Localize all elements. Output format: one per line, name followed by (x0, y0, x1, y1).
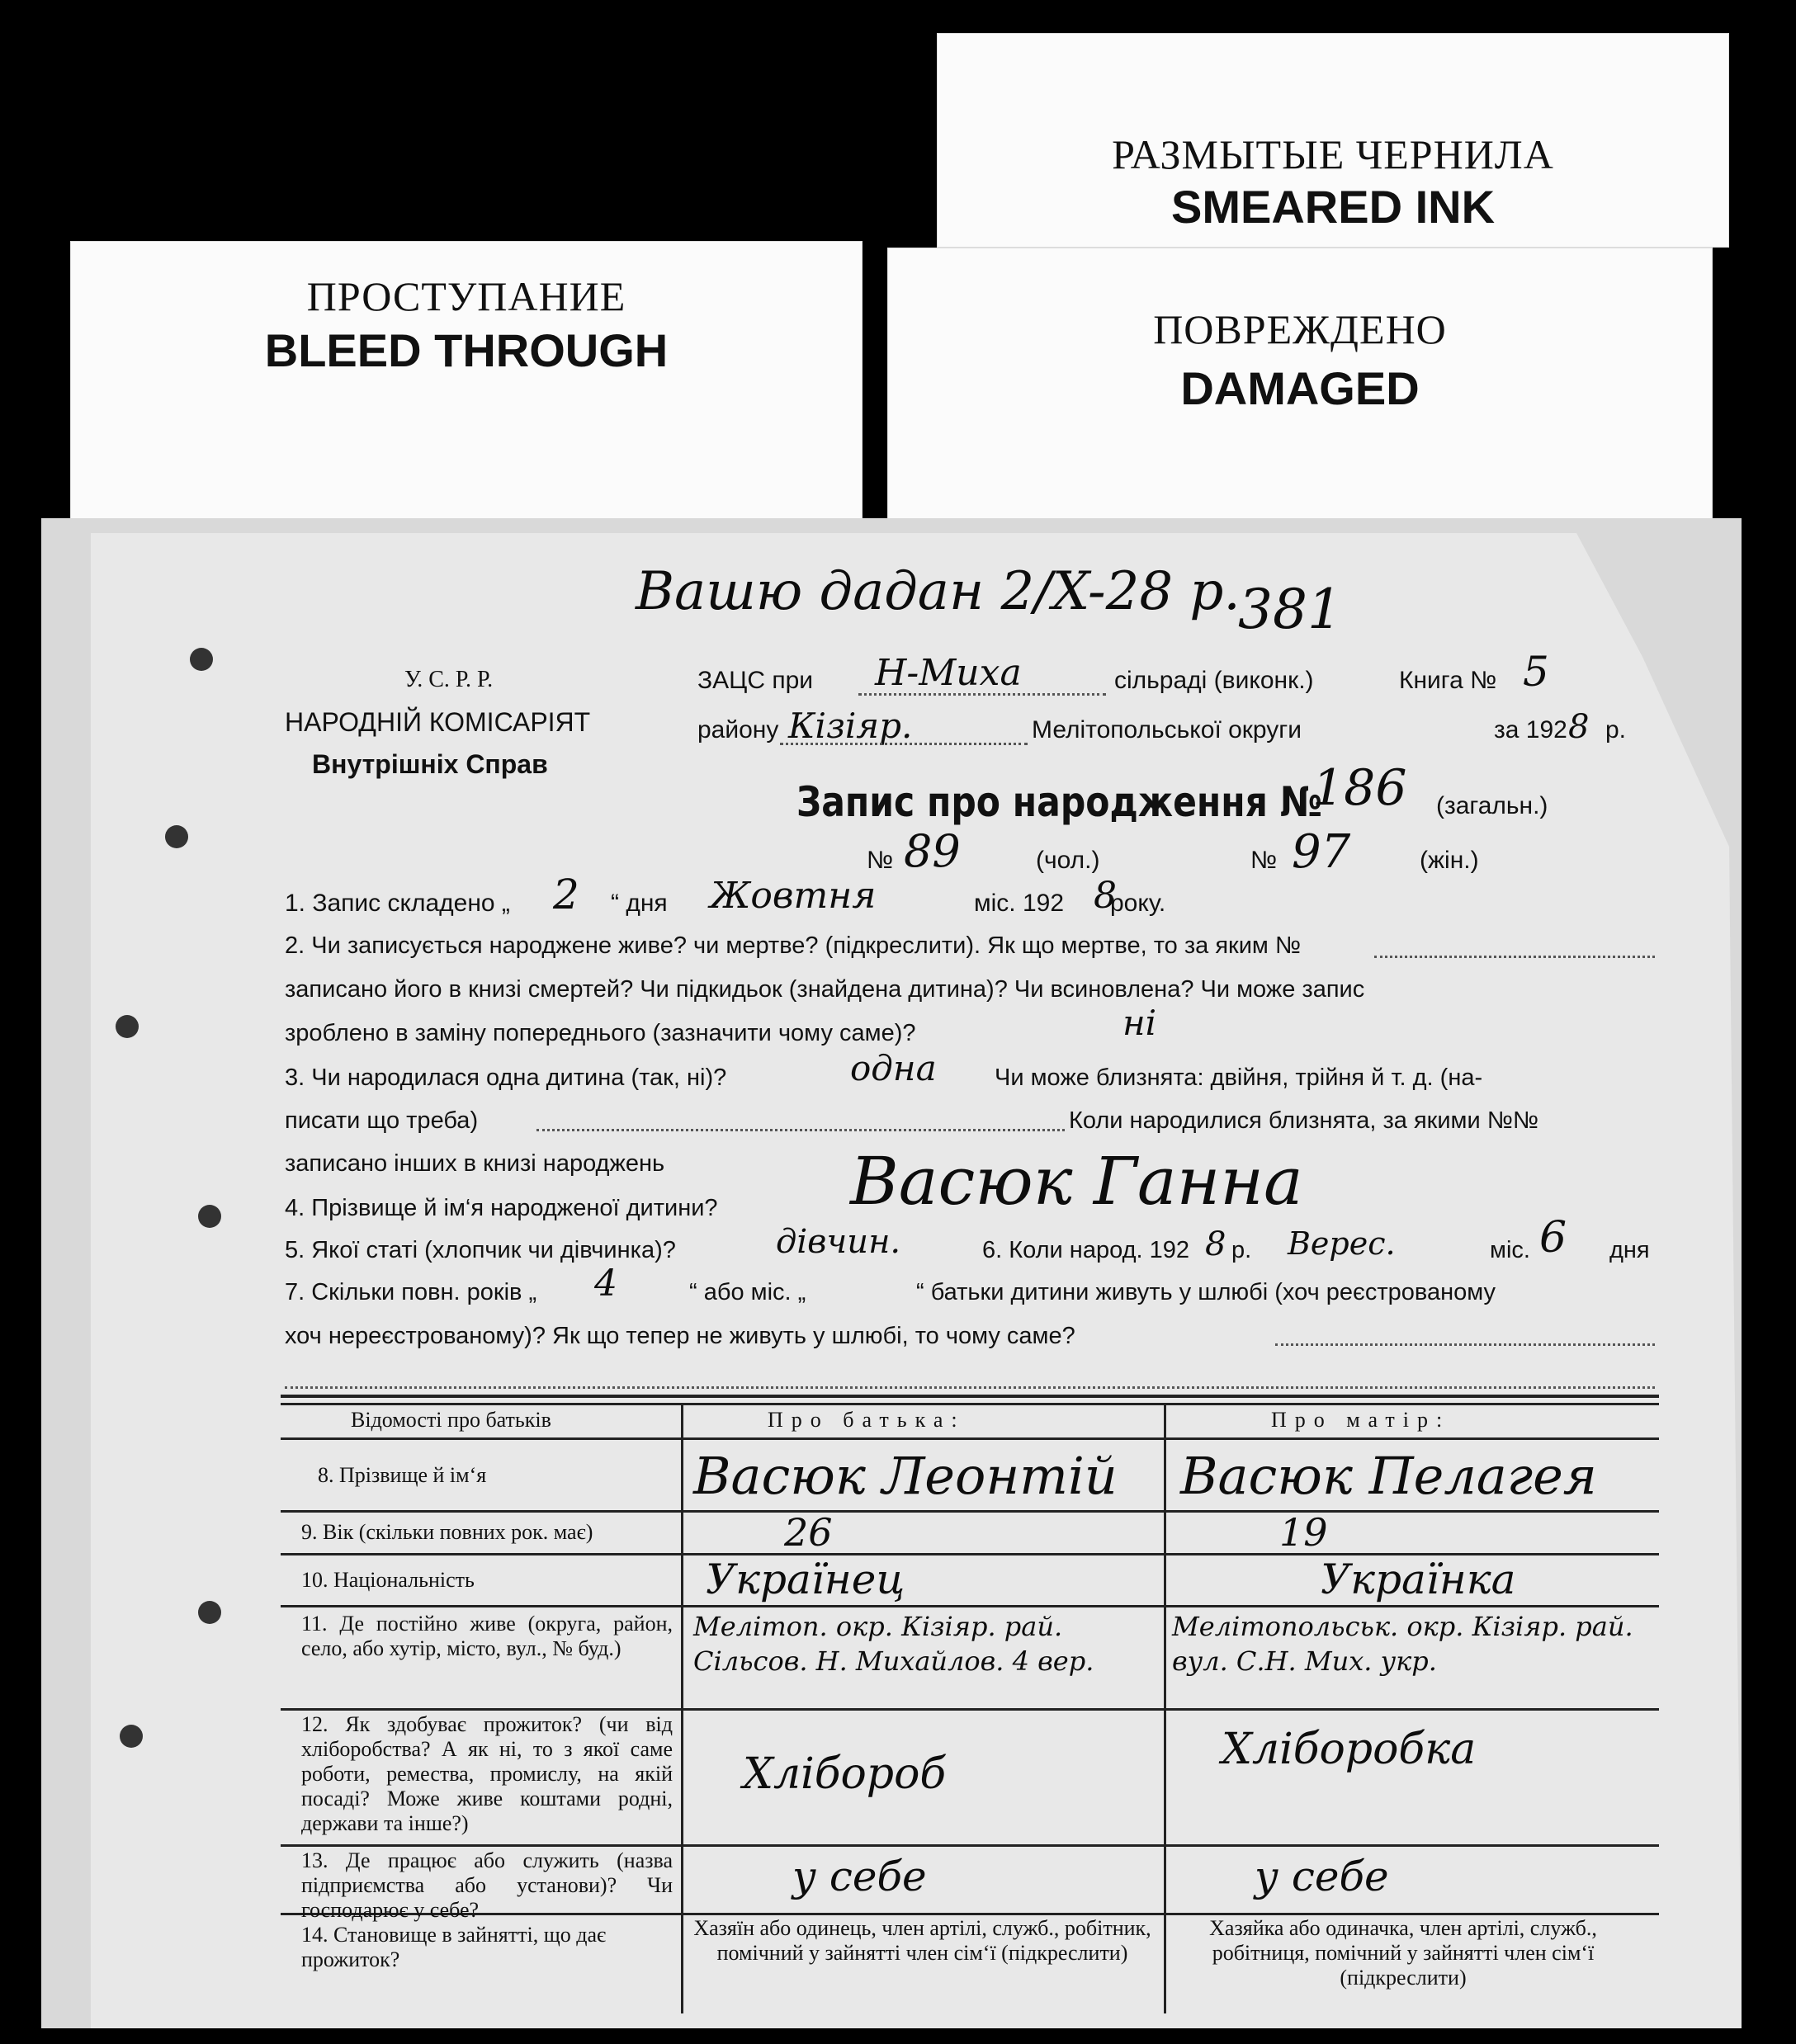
label-bleed-en: BLEED THROUGH (264, 324, 669, 376)
label-smeared-en: SMEARED INK (1170, 181, 1496, 233)
label-bleed-ru: ПРОСТУПАНИЕ (306, 273, 626, 319)
issuer-line2: НАРОДНІЙ КОМІСАРІЯТ (285, 707, 591, 737)
q2-value: ні (1122, 1003, 1157, 1043)
q1-label-b: “ дня (611, 890, 668, 917)
mother-residence: Мелітопольськ. окр. Кізіяр. рай. вул. С.Н. Мих. укр. (1172, 1611, 1633, 1677)
father-workplace: у себе (792, 1853, 927, 1900)
q6-label-d: дня (1609, 1237, 1650, 1263)
q6-month: Верес. (1288, 1225, 1396, 1262)
table-rule (281, 1437, 1659, 1440)
q1-label-d: року. (1110, 890, 1166, 917)
issuer-line1: У. С. Р. Р. (404, 667, 494, 692)
mother-name: Васюк Пелагея (1180, 1446, 1597, 1506)
q1-day: 2 (553, 871, 579, 918)
row-label-nationality: 10. Національність (301, 1568, 475, 1592)
dotted-line (1275, 1343, 1655, 1346)
table-rule (681, 1403, 683, 2013)
father-age: 26 (784, 1510, 833, 1555)
q7-years: 4 (594, 1263, 617, 1305)
table-rule (281, 1510, 1659, 1513)
q6-label-c: міс. (1490, 1237, 1530, 1263)
district-value: Кізіяр. (788, 706, 913, 746)
zags-value: Н-Миха (875, 652, 1022, 694)
male-number: 89 (904, 825, 961, 877)
mother-livelihood: Хліборобка (1222, 1725, 1477, 1774)
issuer-line3: Внутрішніх Справ (312, 749, 548, 779)
table-rule (281, 1708, 1659, 1711)
father-livelihood: Хлібороб (743, 1749, 947, 1799)
q6-year: 8 (1205, 1225, 1226, 1263)
label-card-damaged (887, 248, 1713, 528)
mother-nationality: Українка (1321, 1555, 1516, 1603)
general-label: (загальн.) (1436, 792, 1548, 819)
mother-occupation-status: Хазяйка або одиначка, член артілі, служб., робітниця, помічний у зайнятті член сім‘ї (підкреслити) (1209, 1916, 1597, 1990)
q3-line3: записано інших в книзі народжень (285, 1150, 665, 1177)
table-rule (281, 1844, 1659, 1847)
dotted-line (536, 1129, 1065, 1131)
q6-label-a: 6. Коли народ. 192 (982, 1237, 1189, 1263)
label-damaged-en: DAMAGED (1180, 362, 1420, 414)
female-no-label: № (1250, 847, 1278, 874)
year-label-a: за 192 (1494, 716, 1567, 743)
label-damaged-ru: ПОВРЕЖДЕНО (1153, 306, 1447, 352)
q1-label-a: 1. Запис складено „ (285, 890, 510, 917)
q3-label-a: 3. Чи народилася одна дитина (так, ні)? (285, 1064, 727, 1091)
q7-line2: хоч нереєстрованому)? Як що тепер не живуть у шлюбі, то чому саме? (285, 1323, 1075, 1349)
table-header-info: Відомості про батьків (351, 1408, 551, 1432)
table-rule (281, 1605, 1659, 1607)
q3-label-b: Чи може близнята: двійня, трійня й т. д. (на- (995, 1064, 1483, 1091)
mother-workplace: у себе (1255, 1853, 1389, 1900)
table-rule (1164, 1403, 1166, 2013)
q3-line2b: Коли народилися близнята, за якими №№ (1069, 1107, 1538, 1134)
q1-year: 8 (1094, 875, 1117, 917)
q7-line1a: 7. Скільки повн. років „ (285, 1279, 537, 1305)
q7-line1c: “ батьки дитини живуть у шлюбі (хоч реєстрованому (916, 1279, 1496, 1305)
table-header-mother: Про матір: (1271, 1408, 1451, 1432)
q1-month: Жовтня (710, 875, 877, 917)
male-label: (чол.) (1036, 847, 1100, 874)
table-rule (281, 1395, 1659, 1398)
father-occupation-status: Хазяїн або одинець, член артілі, служб., робітник, помічний у зайнятті член сім‘ї (підкреслити) (693, 1916, 1151, 1965)
father-name: Васюк Леонтій (693, 1446, 1118, 1506)
row-label-age: 9. Вік (скільки повних рок. має) (301, 1520, 593, 1544)
label-card-smeared-ink (937, 33, 1729, 248)
q2-line3: зроблено в заміну попереднього (зазначити чому саме)? (285, 1020, 916, 1046)
district-label: району (697, 716, 779, 743)
row-label-residence: 11. Де постійно живе (округа, район, село, або хутір, місто, вул., № буд.) (301, 1612, 673, 1660)
row-label-workplace: 13. Де працює або служить (назва підприємства або установи)? Чи господарює у себе? (301, 1848, 673, 1922)
female-label: (жін.) (1420, 847, 1479, 874)
q6-day: 6 (1539, 1213, 1567, 1263)
father-residence: Мелітоп. окр. Кізіяр. рай. Сільсов. Н. Михайлов. 4 вер. (693, 1611, 1094, 1677)
q6-label-b: р. (1231, 1237, 1252, 1263)
handwritten-note: Вашю дадан 2/X-28 р. (636, 561, 1241, 622)
q5-label: 5. Якої статі (хлопчик чи дівчинка)? (285, 1237, 676, 1263)
label-smeared-ru: РАЗМЫТЫЕ ЧЕРНИЛА (1112, 131, 1554, 177)
table-rule (281, 1403, 1659, 1405)
book-label: Книга № (1399, 667, 1497, 694)
binding-hole (120, 1725, 143, 1748)
dotted-line (858, 693, 1106, 696)
female-number: 97 (1292, 825, 1351, 879)
q7-line1b: “ або міс. „ (689, 1279, 806, 1305)
binding-hole (116, 1015, 139, 1038)
year-label-b: р. (1605, 716, 1627, 743)
binding-hole (198, 1601, 221, 1624)
q5-value: дівчин. (776, 1223, 901, 1261)
mother-age: 19 (1279, 1510, 1328, 1555)
binding-hole (198, 1205, 221, 1228)
dotted-line (1374, 956, 1655, 958)
q2-line2: записано його в книзі смертей? Чи підкидьок (знайдена дитина)? Чи всиновлена? Чи може запис (285, 976, 1365, 1003)
year-value: 8 (1568, 708, 1590, 746)
page-number: 381 (1238, 578, 1342, 641)
okrug-label: Мелітопольської округи (1032, 716, 1302, 743)
q3-line2a: писати що треба) (285, 1107, 479, 1134)
q1-label-c: міс. 192 (974, 890, 1065, 917)
binding-hole (165, 825, 188, 848)
dotted-line (285, 1386, 1655, 1389)
record-title: Запис про народження № (796, 778, 1322, 826)
male-no-label: № (867, 847, 894, 874)
q3-value: одна (850, 1048, 937, 1088)
zags-label: ЗАЦС при (697, 667, 814, 694)
father-nationality: Українец (706, 1555, 905, 1603)
dotted-line (780, 743, 1028, 745)
q4-value: Васюк Ганна (850, 1143, 1303, 1220)
row-label-livelihood: 12. Як здобуває прожиток? (чи від хліборобства? А як ні, то з якої саме роботи, ремества, промислу, на якій посаді? Може живе коштами родні, держави та інше?) (301, 1712, 673, 1835)
label-card-bleed-through (70, 241, 863, 522)
book-value: 5 (1523, 648, 1549, 696)
row-label-name: 8. Прізвище й ім‘я (318, 1463, 487, 1487)
record-number: 186 (1312, 759, 1407, 817)
q4-label: 4. Прізвище й ім‘я народженої дитини? (285, 1195, 718, 1221)
q2-line1: 2. Чи записується народжене живе? чи мертве? (підкреслити). Як що мертве, то за яким № (285, 932, 1302, 959)
selrada-label: сільраді (виконк.) (1114, 667, 1314, 694)
table-header-father: Про батька: (768, 1408, 966, 1432)
binding-hole (190, 648, 213, 671)
row-label-occupation-status: 14. Становище в зайнятті, що дає прожиток? (301, 1923, 607, 1971)
